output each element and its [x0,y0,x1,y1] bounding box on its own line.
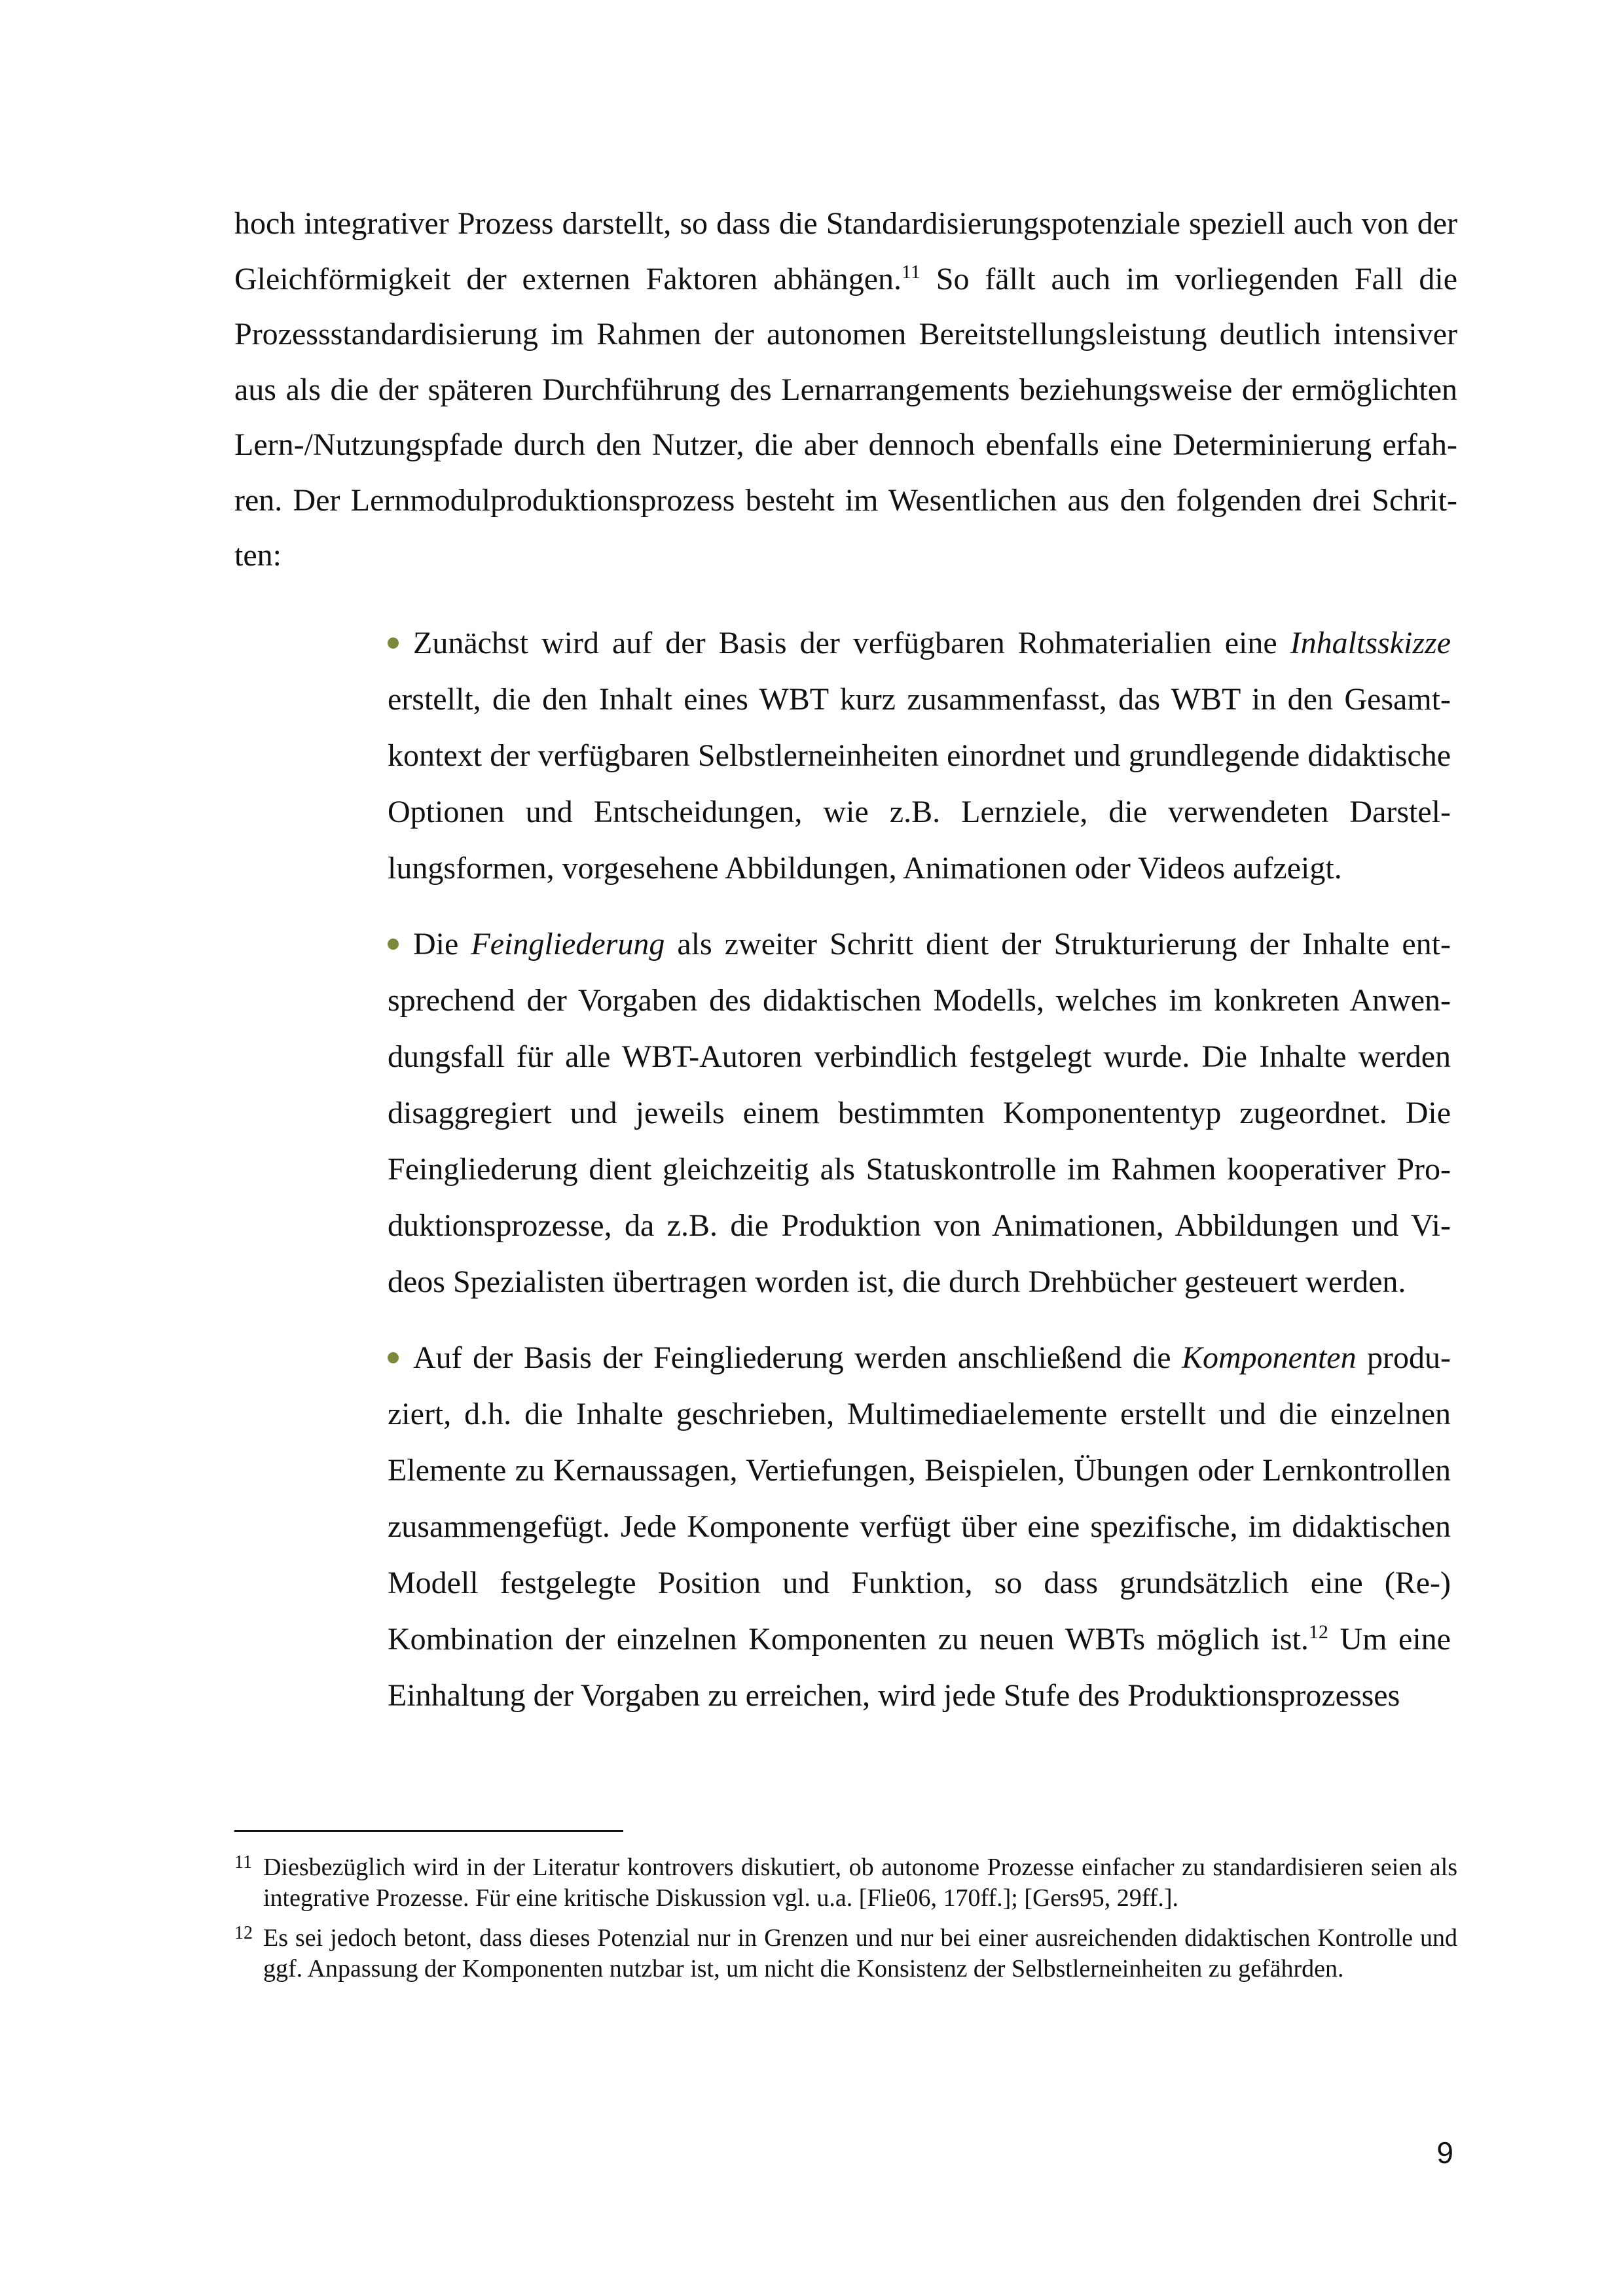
bullet-text-before: Auf der Basis der Feingliederung werden anschließend die [413,1340,1182,1375]
bullet-dot-icon [388,939,399,950]
main-paragraph [234,196,1457,584]
footnote-separator [234,1830,623,1832]
footnote-number: 11 [234,1852,252,1873]
list-item-feingliederung [388,916,1451,1310]
list-item-komponenten [388,1330,1451,1724]
footnotes [234,1852,1457,1994]
bullet-text-before: Die [413,927,471,961]
footnote-ref-11[interactable]: 11 [902,260,921,283]
bullet-dot-icon [388,1352,399,1363]
page-number: 9 [1436,2136,1453,2170]
bullet-text-after: erstellt, die den Inhalt eines WBT kurz zusammenfasst, das WBT in den Gesamtkontext der verfügbaren Selbstlerneinheiten einordnet und grundlegende didaktische Optionen und Entscheidungen, wie z.B. Lernziele, die verwendeten Darstellungsformen, vorgesehene Abbildungen, Animationen oder Videos aufzeigt. [388,682,1451,886]
footnote-text: Es sei jedoch betont, dass dieses Potenzial nur in Grenzen und nur bei einer ausreichenden didaktischen Kontrolle und ggf. Anpassung der Komponenten nutzbar ist, um nicht die Konsistenz der Selbstlerneinheiten zu gefährden. [263,1924,1457,1982]
list-item-inhaltsskizze [388,615,1451,897]
bullet-emphasis: Komponenten [1181,1340,1357,1375]
footnote-number: 12 [234,1923,253,1943]
footnote-12 [234,1923,1457,1984]
bullet-text-before: Zunächst wird auf der Basis der verfügbaren Rohmaterialien eine [413,626,1290,660]
bullet-emphasis: Inhaltsskizze [1290,626,1451,660]
main-paragraph-part1: hoch integrativer Prozess darstellt, so dass die Standardisierungspotenziale speziell auch von der Gleichförmigkeit der externen Faktoren abhängen. [234,206,1457,296]
main-text [234,196,1457,584]
footnote-text: Diesbezüglich wird in der Literatur kontrovers diskutiert, ob autonome Prozesse einfacher zu standardisieren seien als integrative Prozesse. Für eine kritische Diskussion vgl. u.a. [Flie06, 170ff.]; [Gers95, 29ff.]. [263,1854,1457,1912]
bullet-dot-icon [388,637,399,649]
footnote-11 [234,1852,1457,1914]
footnote-ref-12[interactable]: 12 [1308,1621,1328,1643]
bullet-emphasis: Feingliederung [471,927,665,961]
bullet-text-tail: Um eine Einhaltung der Vorgaben zu erreichen, wird jede Stufe des Produktionsprozesses [388,1622,1451,1713]
main-paragraph-part2: So fällt auch im vorliegenden Fall die Prozessstandardisierung im Rahmen der autonomen Bereitstellungsleistung deutlich intensiver aus als die der späteren Durchführung des Lernarrangements beziehungsweise der ermöglichten Lern-/Nutzungspfade durch den Nutzer, die aber dennoch ebenfalls eine Determinierung erfahren. Der Lernmodulproduktionsprozess besteht im Wesentlichen aus den folgenden drei Schritten: [234,261,1458,573]
bullet-text-after: als zweiter Schritt dient der Strukturierung der Inhalte entsprechend der Vorgaben des didaktischen Modells, welches im konkreten Anwendungsfall für alle WBT-Autoren verbindlich festgelegt wurde. Die Inhalte werden disaggregiert und jeweils einem bestimmten Komponententyp zugeordnet. Die Feingliederung dient gleichzeitig als Statuskontrolle im Rahmen kooperativer Produktionsprozesse, da z.B. die Produktion von Animationen, Abbildungen und Videos Spezialisten übertragen worden ist, die durch Drehbücher gesteuert werden. [388,927,1451,1299]
bullet-text-after: produziert, d.h. die Inhalte geschrieben, Multimediaelemente erstellt und die einzelnen Elemente zu Kernaussagen, Vertiefungen, Beispielen, Übungen oder Lernkontrollen zusammengefügt. Jede Komponente verfügt über eine spezifische, im didaktischen Modell festgelegte Position und Funktion, so dass grundsätzlich eine (Re-) Kombination der einzelnen Komponenten zu neuen WBTs möglich ist. [388,1340,1451,1657]
process-steps-list [388,615,1451,1744]
